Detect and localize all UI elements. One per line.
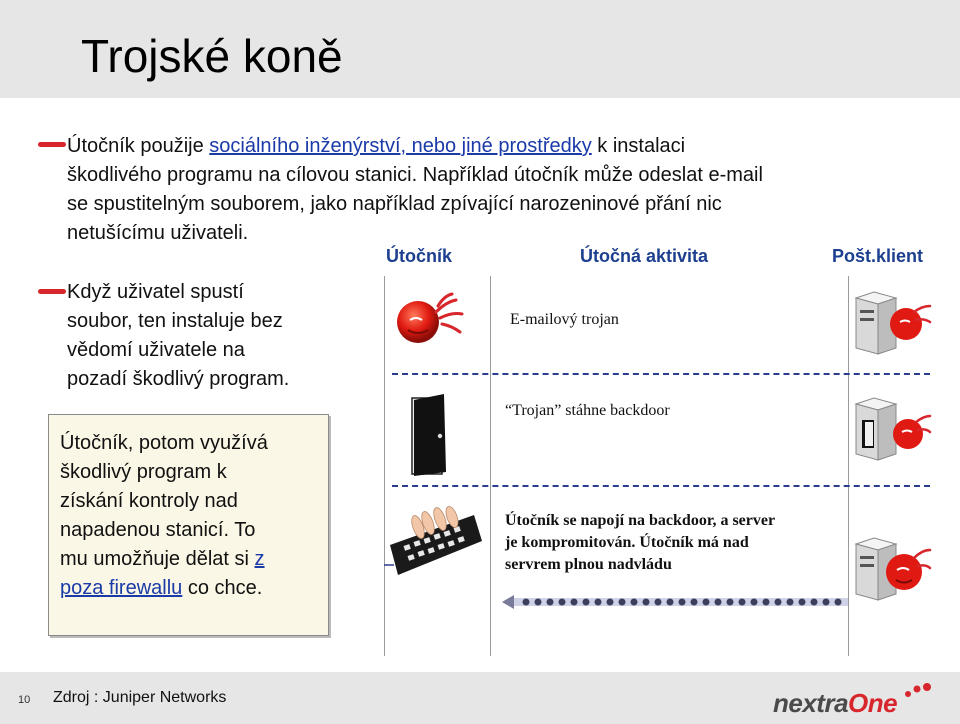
bullet-2-line-3: vědomí uživatele na — [67, 339, 245, 361]
row-separator-2 — [392, 485, 930, 487]
bullet-1-pre: Útočník použije — [67, 135, 210, 157]
activity-row-2: “Trojan” stáhne backdoor — [505, 402, 670, 419]
page-number: 10 — [18, 694, 31, 706]
bullet-marker-2 — [38, 289, 66, 294]
callout-line-3: získání kontroly nad — [60, 490, 238, 512]
bullet-marker-1 — [38, 142, 66, 147]
bullet-1-line-3: se spustitelným souborem, jako například zpívající narozeninové přání nic — [67, 193, 722, 215]
callout-line-4: napadenou stanicí. To — [60, 519, 256, 541]
source-credit: Zdroj : Juniper Networks — [53, 689, 227, 706]
header-attacker: Útočník — [386, 246, 453, 266]
divider-mid — [490, 276, 491, 656]
bullet-1-line-4: netušícímu uživateli. — [67, 222, 249, 244]
activity-row-3-line-2: je kompromitován. Útočník má nad — [505, 534, 749, 551]
logo-wordmark — [773, 688, 897, 719]
header-client: Pošt.klient — [832, 246, 924, 266]
title-band — [0, 0, 960, 98]
activity-row-3-line-3: servrem plnou nadvládu — [505, 556, 672, 573]
callout-line-5-pre: mu umožňuje dělat si — [60, 548, 255, 570]
callout-text — [60, 429, 330, 603]
logo-part-b: One — [848, 688, 898, 718]
keyboard-icon — [384, 505, 484, 585]
callout-line-6-post: co chce. — [182, 577, 263, 599]
trojan-face-icon — [392, 290, 472, 350]
data-stream-arrow-icon — [500, 592, 850, 612]
server-icon — [852, 290, 932, 356]
logo-part-a: nextra — [773, 688, 849, 718]
header-activity: Útočná aktivita — [580, 246, 709, 266]
server-icon — [852, 536, 932, 606]
row-separator-1 — [392, 373, 930, 375]
bullet-2-line-1: Když uživatel spustí — [67, 281, 244, 303]
bullet-2 — [67, 278, 367, 394]
callout-line-6 — [60, 574, 330, 603]
bullet-1-post: k instalaci — [591, 135, 686, 157]
social-engineering-link[interactable]: sociálního inženýrství, nebo jiné prostředky — [209, 135, 592, 157]
bullet-1-line-1 — [67, 132, 947, 161]
bullet-2-line-2: soubor, ten instaluje bez — [67, 310, 283, 332]
activity-row-1: E-mailový trojan — [510, 311, 619, 328]
bullet-2-line-4: pozadí škodlivý program. — [67, 368, 290, 390]
bullet-1 — [67, 132, 947, 248]
callout-line-5 — [60, 545, 330, 574]
firewall-link-part-2[interactable]: poza firewallu — [60, 577, 183, 599]
slide-title: Trojské koně — [81, 30, 343, 82]
divider-left — [384, 276, 385, 656]
server-icon — [852, 396, 932, 466]
firewall-link-part-1[interactable]: z — [254, 548, 265, 570]
nextraone-logo — [773, 682, 938, 716]
activity-row-3-line-1: Útočník se napojí na backdoor, a server — [505, 512, 776, 529]
bullet-1-line-2: škodlivého programu na cílovou stanici. Například útočník může odeslat e-mail — [67, 164, 763, 186]
activity-row-3 — [505, 510, 775, 576]
callout-line-1: Útočník, potom využívá — [60, 432, 268, 454]
callout-line-2: škodlivý program k — [60, 461, 227, 483]
logo-dots-icon — [903, 682, 933, 700]
callout-box — [48, 414, 329, 636]
door-icon — [410, 392, 454, 478]
